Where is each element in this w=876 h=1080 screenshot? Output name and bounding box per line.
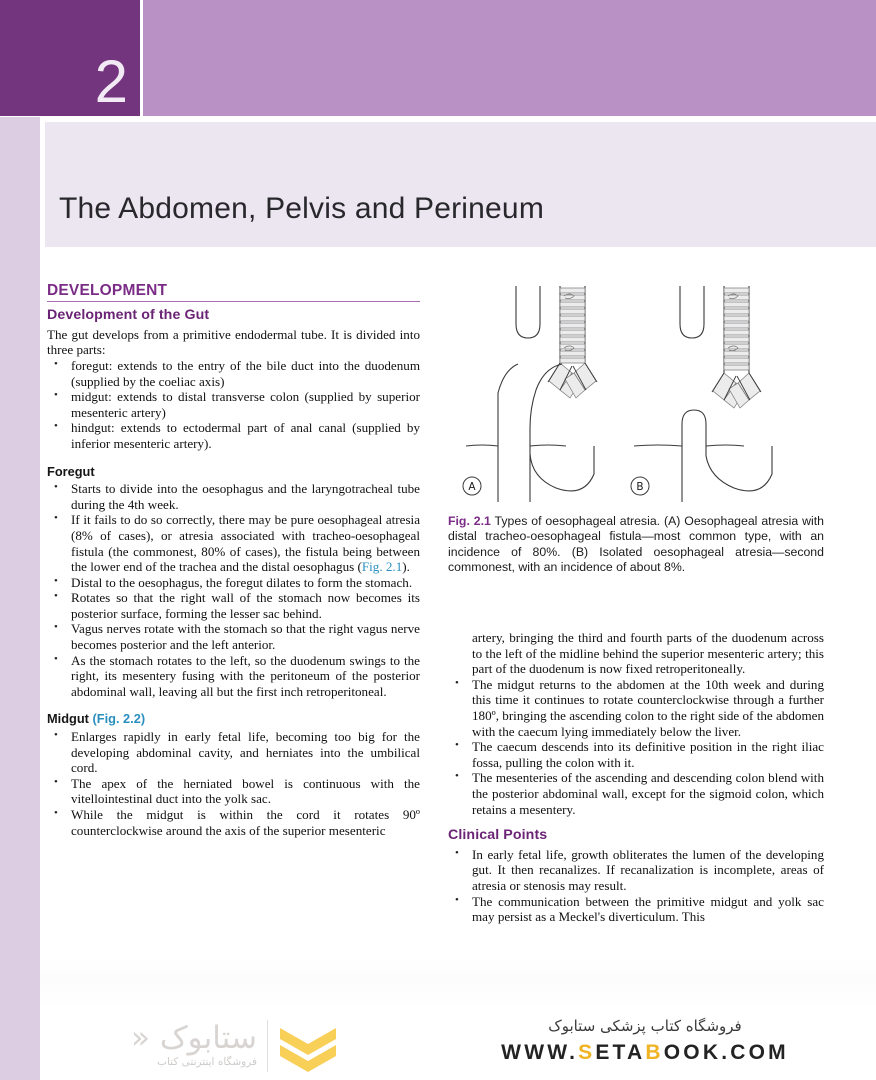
chapter-number: 2	[94, 48, 128, 115]
url-letters-eta: ETA	[595, 1041, 646, 1064]
url-letter-s: S	[578, 1041, 596, 1064]
chapter-title-band	[45, 122, 876, 247]
footer-strip-pad	[0, 1010, 40, 1080]
list-item: • The caecum descends into its definitive position in the right iliac fossa, pulling the colon with it.	[448, 739, 824, 770]
subheading-foregut: Foregut	[47, 463, 95, 479]
section-heading-development: DEVELOPMENT	[47, 282, 168, 299]
figure-2-1-caption	[448, 514, 824, 576]
chapter-number-block	[0, 0, 140, 116]
chevron-mark-icon	[278, 1024, 338, 1072]
list-item	[47, 512, 420, 574]
logo-subtitle: فروشگاه اینترنتی کتاب	[157, 1056, 257, 1068]
chapter-header-band	[143, 0, 876, 116]
subheading-clinical-points: Clinical Points	[448, 827, 548, 844]
list-item: • As the stomach rotates to the left, so the duodenum swings to the right, its mesentery fusing with the peritoneum of the posterior abdominal wall, leaving all but the first inch retroperitoneal.	[47, 653, 420, 700]
intro-paragraph: The gut develops from a primitive endodermal tube. It is divided into three parts:	[47, 326, 420, 358]
subheading-midgut-label: Midgut	[47, 711, 89, 727]
right-column	[448, 630, 824, 925]
midgut-continued-list	[448, 677, 824, 817]
brand-url[interactable]	[430, 1038, 860, 1068]
figure-reference-2-1[interactable]: Fig. 2.1	[361, 559, 403, 575]
list-item: • hindgut: extends to ectodermal part of anal canal (supplied by inferior mesenteric artery).	[47, 420, 420, 451]
figure-caption-text: Types of oesophageal atresia. (A) Oesophageal atresia with distal tracheo-oesophageal fistula—most common type, with an incidence of 80%. (B) Isolated oesophageal atresia—second commonest, with an incidence of about 8%.	[448, 514, 824, 575]
section-heading-rule	[47, 301, 420, 303]
url-prefix: WWW.	[501, 1041, 579, 1064]
logo-wordmark-text: ستابوک	[159, 1020, 257, 1056]
continued-paragraph: artery, bringing the third and fourth parts of the duodenum across to the left of the midline behind the superior mesenteric artery; this part of the duodenum is now fixed retroperitoneally.	[472, 630, 824, 677]
brand-persian-text: فروشگاه کتاب پزشکی ستابوک	[548, 1017, 742, 1035]
gut-parts-list	[47, 358, 420, 452]
list-item: • In early fetal life, growth obliterates the lumen of the developing gut. It then recanalizes. If recanalization is incomplete, areas of atresia or stenosis may result.	[448, 847, 824, 894]
list-item: • While the midgut is within the cord it rotates 90º counterclockwise around the axis of the superior mesenteric	[47, 807, 420, 838]
figure-reference-2-2[interactable]: (Fig. 2.2)	[92, 711, 146, 727]
list-item: • Distal to the oesophagus, the foregut dilates to form the stomach.	[47, 575, 420, 591]
list-item: • The mesenteries of the ascending and descending colon blend with the posterior abdominal wall, except for the sigmoid colon, which retains a mesentery.	[448, 770, 824, 817]
foregut-list	[47, 481, 420, 699]
list-item: • The apex of the herniated bowel is continuous with the vitellointestinal duct into the yolk sac.	[47, 776, 420, 807]
subheading-development-of-the-gut: Development of the Gut	[47, 307, 210, 324]
setabook-logo[interactable]	[82, 1016, 332, 1076]
subheading-midgut	[47, 711, 420, 727]
oesophageal-atresia-diagram	[448, 278, 826, 506]
list-item: • The midgut returns to the abdomen at the 10th week and during this time it continues to rotate counterclockwise through a further 180º, bringing the ascending colon to the right side of the abdomen with the caecum lying immediately below the liver.	[448, 677, 824, 739]
logo-chevron-icon: «	[131, 1020, 150, 1056]
double-chevron-down-icon	[278, 1024, 338, 1072]
list-item: • Vagus nerves rotate with the stomach so that the right vagus nerve becomes posterior and the left anterior.	[47, 621, 420, 652]
left-margin-strip	[0, 117, 40, 1010]
figure-caption-label: Fig. 2.1	[448, 514, 491, 528]
list-item: • Starts to divide into the oesophagus and the laryngotracheal tube during the 4th week.	[47, 481, 420, 512]
list-item: • midgut: extends to distal transverse colon (supplied by superior mesenteric artery)	[47, 389, 420, 420]
figure-2-1-illustration	[448, 278, 826, 506]
url-letter-b: B	[645, 1041, 664, 1064]
list-item: • Rotates so that the right wall of the stomach now becomes its posterior surface, forming the lesser sac behind.	[47, 590, 420, 621]
brand-block	[430, 1014, 860, 1068]
midgut-list	[47, 729, 420, 838]
page-bottom-fade	[40, 958, 876, 1010]
url-suffix: OOK.COM	[663, 1041, 789, 1064]
list-item: • foregut: extends to the entry of the bile duct into the duodenum (supplied by the coeliac axis)	[47, 358, 420, 389]
watermark-footer	[0, 1010, 876, 1080]
clinical-points-list	[448, 847, 824, 925]
svg-text:B: B	[636, 481, 644, 493]
logo-wordmark	[82, 1018, 257, 1058]
svg-text:A: A	[468, 481, 476, 493]
logo-divider	[267, 1020, 268, 1072]
list-item: • The communication between the primitive midgut and yolk sac may persist as a Meckel's diverticulum. This	[448, 894, 824, 925]
list-item-text-part: If it fails to do so correctly, there may be pure oesophageal atresia (8% of cases), or atresia associated with tracheo-oesophageal fistula (the commonest, 80% of cases), the fistula being between the lower end of the trachea and the distal oesophagus (Fig. 2.1).	[71, 512, 420, 575]
page-title: The Abdomen, Pelvis and Perineum	[59, 192, 545, 225]
left-column	[47, 283, 420, 838]
list-item: • Enlarges rapidly in early fetal life, becoming too big for the developing abdominal cavity, and herniates into the umbilical cord.	[47, 729, 420, 776]
